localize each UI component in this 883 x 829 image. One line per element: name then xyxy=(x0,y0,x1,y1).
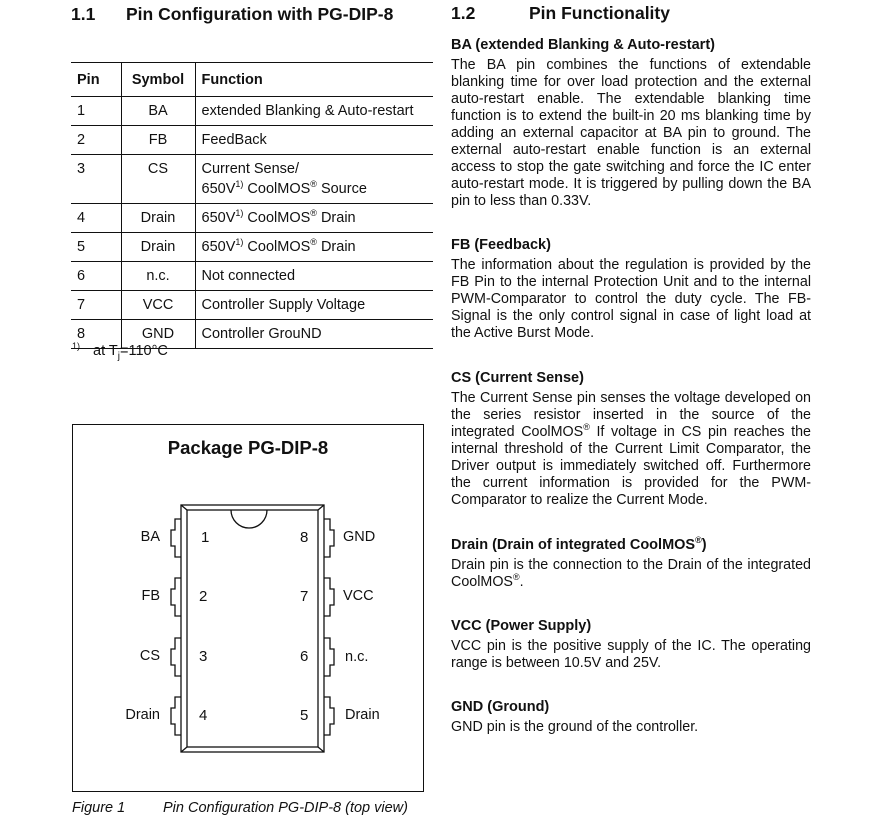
pin-number-4: 4 xyxy=(199,707,208,724)
section-heading-1-2 xyxy=(451,3,670,24)
cell-symbol: Drain xyxy=(121,204,195,233)
pin-section-body: The information about the regulation is provided by the FB Pin to the internal Protection Unit and to the internal PWM-Comparator to control the duty cycle. The FB-Signal is the only control signal in case of light load at the Active Burst Mode. xyxy=(451,257,811,341)
table-footnote: $^{1)}$ at $T_j=110^\circ C$ xyxy=(72,341,168,362)
pin-section-body: VCC pin is the positive supply of the IC. The operating range is between 10.5V and 25V. xyxy=(451,638,811,671)
table-row xyxy=(71,126,433,155)
pin-label-7: VCC xyxy=(343,588,374,604)
pin-section-title: CS (Current Sense) xyxy=(451,370,584,386)
pin-number-8: 8 xyxy=(300,529,309,546)
cell-symbol: n.c. xyxy=(121,262,195,291)
pin-number-5: 5 xyxy=(300,707,309,724)
pin-number-7: 7 xyxy=(300,588,309,605)
cell-pin: 2 xyxy=(71,126,121,155)
pin-number-2: 2 xyxy=(199,588,208,605)
cell-pin: 5 xyxy=(71,233,121,262)
cell-function: Controller GrouND xyxy=(195,320,433,349)
pin-section-cs xyxy=(451,369,811,509)
cell-function: extended Blanking & Auto-restart xyxy=(195,97,433,126)
section-heading-1-1 xyxy=(71,4,393,25)
cell-function: FeedBack xyxy=(195,126,433,155)
section-title: Pin Configuration with PG-DIP-8 xyxy=(126,4,394,24)
cell-function: $650V^{1)}$ CoolMOS® Drain xyxy=(195,233,433,262)
pin-section-gnd xyxy=(451,698,811,736)
pin-section-fb xyxy=(451,236,811,342)
pin-section-title: Drain (Drain of integrated CoolMOS®) xyxy=(451,535,707,553)
package-figure xyxy=(72,424,424,792)
table-row xyxy=(71,233,433,262)
cell-function: $650V^{1)}$ CoolMOS® Drain xyxy=(195,204,433,233)
pin-label-5: Drain xyxy=(345,707,380,723)
table-header-row xyxy=(71,63,433,97)
figure-caption-text: Pin Configuration PG-DIP-8 (top view) xyxy=(163,800,408,816)
cell-symbol: CS xyxy=(121,155,195,204)
table-row xyxy=(71,155,433,204)
pin-section-ba xyxy=(451,36,811,210)
pin-label-4: Drain xyxy=(125,707,160,723)
cell-pin: 7 xyxy=(71,291,121,320)
figure-label: Figure 1 xyxy=(72,800,126,816)
pin-section-body: GND pin is the ground of the controller. xyxy=(451,719,699,735)
pin-section-title: FB (Feedback) xyxy=(451,237,551,253)
section-number: 1.1 xyxy=(71,4,96,24)
table-row xyxy=(71,262,433,291)
cell-symbol: GND xyxy=(121,320,195,349)
cell-pin: 6 xyxy=(71,262,121,291)
pin-section-title: VCC (Power Supply) xyxy=(451,618,592,634)
cell-symbol: VCC xyxy=(121,291,195,320)
table-row xyxy=(71,97,433,126)
cell-pin: 3 xyxy=(71,155,121,204)
table-row xyxy=(71,291,433,320)
pin-label-1: BA xyxy=(140,529,160,545)
pin-label-6: n.c. xyxy=(345,649,369,665)
pin-section-vcc xyxy=(451,617,811,672)
pin-number-6: 6 xyxy=(300,648,309,665)
pin-label-2: FB xyxy=(141,588,160,604)
pin-section-body: The Current Sense pin senses the voltage developed on the series resistor inserted in the source of the integrated CoolMOS® If voltage in CS pin reaches the internal threshold of the Current Limit Comparator, the Driver output is immediately switched off. Furthermore the current information is provided for the PWM-Comparator to realize the Current Mode. xyxy=(451,390,812,508)
pin-label-8: GND xyxy=(343,529,376,545)
pin-section-body: The BA pin combines the functions of extendable blanking time for over load protection and the external auto-restart enable. The extendable blanking time function is to extend the built-in 20 ms blanking time by adding an external capacitor at BA pin to ground. The external auto-restart enable function is an external access to stop the gate switching and force the IC enter auto-restart mode. It is triggered by pulling down the BA pin to less than 0.33V. xyxy=(451,57,811,209)
header-symbol: Symbol xyxy=(121,63,195,97)
section-title: Pin Functionality xyxy=(529,3,670,23)
package-title: Package PG-DIP-8 xyxy=(167,437,329,458)
footnote-marker: 1) xyxy=(72,341,81,352)
section-number: 1.2 xyxy=(451,3,476,23)
cell-pin: 1 xyxy=(71,97,121,126)
header-function: Function xyxy=(195,63,433,97)
pin-section-drain xyxy=(451,536,811,591)
cell-symbol: Drain xyxy=(121,233,195,262)
cell-symbol: FB xyxy=(121,126,195,155)
pin-section-title: BA (extended Blanking & Auto-restart) xyxy=(451,37,715,53)
pin-section-title: GND (Ground) xyxy=(451,699,550,715)
pin-number-1: 1 xyxy=(201,529,210,546)
cell-function: Current Sense/ $650V^{1)}$ CoolMOS® Source xyxy=(195,155,433,204)
cell-symbol: BA xyxy=(121,97,195,126)
cell-pin: 8 xyxy=(71,320,121,349)
pin-label-3: CS xyxy=(139,648,160,664)
pin-section-body: Drain pin is the connection to the Drain of the integrated CoolMOS®. xyxy=(451,557,811,590)
table-row xyxy=(71,204,433,233)
dip8-package-outline-icon xyxy=(73,425,425,793)
cell-function: Not connected xyxy=(195,262,433,291)
figure-caption xyxy=(72,800,408,816)
pin-number-3: 3 xyxy=(199,648,208,665)
header-pin: Pin xyxy=(71,63,121,97)
cell-function: Controller Supply Voltage xyxy=(195,291,433,320)
cell-pin: 4 xyxy=(71,204,121,233)
